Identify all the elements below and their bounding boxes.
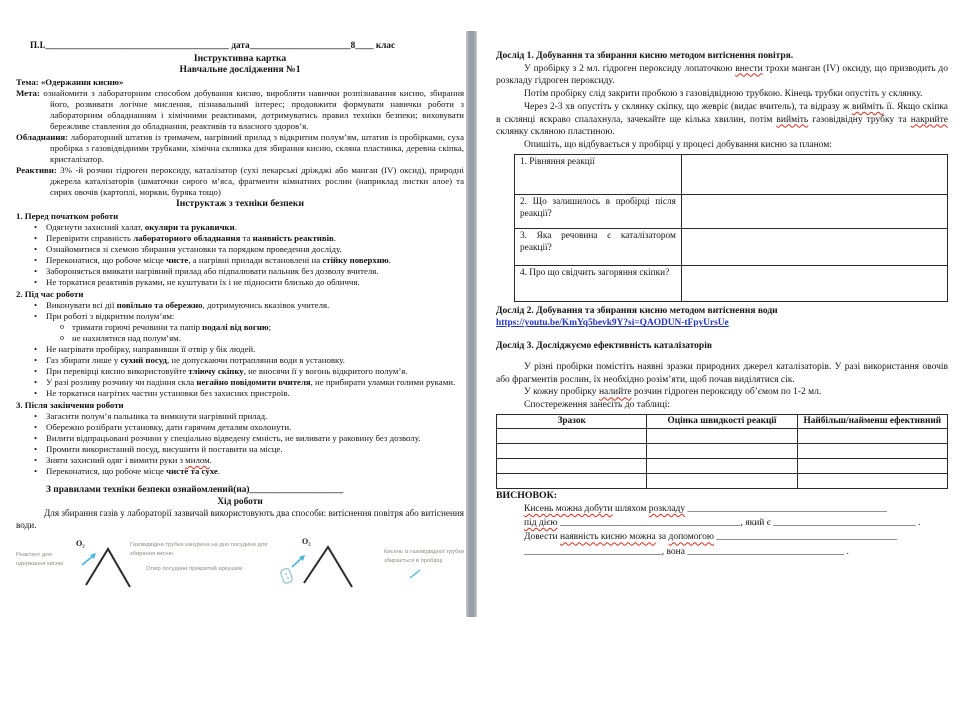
meta-label: Мета:	[16, 88, 40, 99]
cover-label: Отвір посудини прикритий аркушем	[146, 566, 243, 573]
table-row	[515, 154, 948, 194]
safety-before-list	[16, 222, 464, 288]
list-item: • Забороняється вмикати нагрівний прилад або підпалювати пальник без дозволу вчителя.	[46, 266, 464, 277]
blank-cell[interactable]	[647, 458, 797, 473]
blank-cell[interactable]	[647, 428, 797, 443]
reagents-label: Реактиви:	[16, 165, 57, 176]
answer-blank-cell[interactable]	[681, 194, 947, 228]
left-page	[16, 40, 464, 609]
study-title: Навчальне дослідження №1	[179, 64, 301, 76]
answer-blank-cell[interactable]	[681, 154, 947, 194]
name-date-class-line: П.І.________________________________________ дата______________________8____ клас	[30, 40, 396, 50]
blank-cell[interactable]	[497, 458, 647, 473]
video-link-line	[496, 317, 948, 330]
column-header: Оцінка швидкості реакції	[647, 414, 797, 428]
o2-label: O₂	[76, 539, 85, 549]
work-intro: Для збирання газів у лабораторії зазвичай використовують два способи: витіснення повітря або витіснення води.	[16, 508, 464, 530]
list-item: o тримати горючі речовини та папір подалі від вогню;	[72, 322, 464, 333]
list-item: • Перевірити справність лабораторного обладнання та наявність реактивів.	[46, 233, 464, 244]
observation-plan-table	[514, 154, 948, 302]
list-item: • Вилити відпрацьовані розчини у спеціально відведену ємність, не виливати у раковину без дозволу.	[46, 433, 464, 444]
experiment3-step: У різні пробірки помістіть наявні зразки природних джерел каталізаторів. У разі використання овочів або фрагментів рослин, їх необхідно розім’яти, щоб почав виділятися сік.	[496, 361, 948, 385]
list-item: • Не торкатися реактивів руками, не куштувати їх і не підносити близько до обличчя.	[46, 277, 464, 288]
list-item: • Загасити полум’я пальника та вимкнути нагрівний прилад.	[46, 411, 464, 422]
conclusion-line: Довести наявність кисню можна за допомогою ______________________________________	[524, 532, 897, 543]
blank-cell[interactable]	[797, 458, 947, 473]
observations-table	[496, 414, 948, 489]
work-procedure-title: Хід роботи	[217, 496, 263, 507]
gas-tube-diagram-air	[72, 543, 134, 589]
list-item: • Одягнути захисний халат, окуляри та рукавички.	[46, 222, 464, 233]
table-row	[497, 428, 948, 443]
list-item: • Обережно розібрати установку, дати гарячим деталям охолонути.	[46, 422, 464, 433]
blank-cell[interactable]	[497, 428, 647, 443]
list-item: o не нахилятися над полум’ям.	[72, 333, 464, 344]
reagents-text: 3% -й розчин гідроген пероксиду, каталізатор (сухі пекарські дріжджі або манган (IV) оксид), природні джерела каталізаторів (шматочки сирого м’яса, фрагменти кімнатних рослин (наприклад листки алое) та сирих овочів (картоплі, моркви, буряка тощо)	[50, 165, 464, 198]
blank-cell[interactable]	[797, 443, 947, 458]
meta-paragraph	[16, 88, 464, 132]
page-divider-bar	[466, 31, 477, 617]
conclusion-line: _____________________________, вона _________________________________ .	[524, 546, 849, 557]
pointer-line-icon	[408, 569, 422, 579]
tema-line: Тема: «Одержання кисню»	[16, 77, 124, 88]
experiment1-title: Дослід 1. Добування та збирання кисню методом витіснення повітря.	[496, 51, 794, 61]
list-item: • Промити використаний посуд, висушити й поставити на місце.	[46, 444, 464, 455]
list-item: • Не торкатися нагрітих частин установки без захисних пристроїв.	[46, 388, 464, 399]
collect-label: Кисень із газовідвідної трубки збирається в пробірці	[384, 549, 465, 564]
conclusion-line: під дією ______________________________________, який є ______________________________ .	[524, 518, 921, 529]
blank-cell[interactable]	[797, 428, 947, 443]
list-item: • Зняти захисний одяг і вимити руки з милом.	[46, 455, 464, 466]
experiment1-step: Потім пробірку слід закрити пробкою з газовідвідною трубкою. Кінець трубки опустіть у склянку.	[524, 89, 923, 100]
answer-blank-cell[interactable]	[681, 228, 947, 265]
safety-during-title: 2. Під час роботи	[16, 289, 84, 300]
column-header: Зразок	[497, 414, 647, 428]
plan-question-cell: 4. Про що свідчить загоряння скіпки?	[515, 265, 682, 301]
conclusion-line: Кисень можна добути шляхом розкладу __________________________________________	[524, 503, 888, 514]
safety-before-title: 1. Перед початком роботи	[16, 211, 119, 222]
list-item: • Виконувати всі дії повільно та обережно, дотримуючись вказівок учителя.	[46, 300, 464, 311]
youtube-link[interactable]: https://youtu.be/KmYq5bevk9Y?si=QAODUN-tFpyUrsUe	[496, 318, 729, 329]
table-row	[515, 194, 948, 228]
safety-after-title: 3. Після закінчення роботи	[16, 400, 124, 411]
open-flame-sublist	[46, 322, 464, 344]
table-row	[497, 473, 948, 488]
gas-tube-diagram-water	[278, 541, 358, 589]
gas-collection-diagrams	[16, 539, 464, 609]
blank-cell[interactable]	[647, 443, 797, 458]
plan-question-cell: 2. Що залишилось в пробірці після реакції?	[515, 194, 682, 228]
blank-cell[interactable]	[497, 443, 647, 458]
table-row	[515, 228, 948, 265]
experiment2-title: Дослід 2. Добування та збирання кисню методом витіснення води	[496, 305, 778, 316]
experiment3-step: У кожну пробірку налийте розчин гідроген пероксиду об’ємом по 1-2 мл.	[524, 387, 822, 398]
table-row	[515, 265, 948, 301]
blank-cell[interactable]	[797, 473, 947, 488]
observation-plan-intro: Опишіть, що відбувається у пробірці у процесі добування кисню за планом:	[524, 140, 832, 151]
list-item: • Переконатися, що робоче місце чисте, а нагрівні прилади встановлені на стійку поверхню.	[46, 255, 464, 266]
list-item: • Не нагрівати пробірку, направивши її отвір у бік людей.	[46, 344, 464, 355]
list-item: • При роботі з відкритим полум’ям: o тримати горючі речовини та папір подалі від вогню; o не нахилятися над полум’ям.	[46, 311, 464, 344]
experiment1-step: Через 2-3 хв опустіть у склянку скіпку, що жевріє (видає вчитель), та відразу ж вийміть її. Якщо скіпка в склянці яскраво спалахнула, зачекайте ще кілька хвилин, потім вийміть газовідвідну трубку та накрийте склянку скляною пластиною.	[496, 101, 948, 138]
plan-question-cell: 3. Яка речовина є каталізатором реакції?	[515, 228, 682, 265]
list-item: • Газ збирати лише у сухий посуд, не допускаючи потрапляння води в установку.	[46, 355, 464, 366]
blank-cell[interactable]	[647, 473, 797, 488]
blank-cell[interactable]	[497, 473, 647, 488]
right-page	[496, 50, 948, 559]
meta-text: ознайомити з лабораторним способом добування кисню, виробляти навички розпізнавання кисню, збирання його, розвивати логічне мислення, пізнавальний інтерес; продовжити формувати навички роботи з лабораторним обладнанням і хімічними реактивами, дотримуватись правил техніки безпеки; виховувати бережливе ставлення до обладнання, реактивів та власного здоров’я.	[43, 88, 464, 132]
table-row	[497, 443, 948, 458]
plan-question-cell: 1. Рівняння реакції	[515, 154, 682, 194]
observations-table-intro: Спостереження занесіть до таблиці:	[524, 400, 670, 411]
tube-bottom-label: Газовідвідна трубка занурена на дно посудини для збирання кисню	[130, 542, 268, 557]
list-item: • При перевірці кисню використовуйте тліючу скіпку, не вносячи її у вогонь відкритого полум’я.	[46, 366, 464, 377]
table-header-row	[497, 414, 948, 428]
list-item: • Ознайомитися зі схемою збирання установки та порядком проведення досліду.	[46, 244, 464, 255]
equipment-label: Обладнання:	[16, 132, 69, 143]
equipment-text: лабораторний штатив із тримачем, нагрівний прилад з відкритим полум’ям, штатив із пробірками, суха пробірка з газовідвідними трубками, хімічна склянка для збирання кисню, скляна пластинка, деревна скіпка, кристалізатор.	[50, 132, 464, 165]
safety-title: Інструктаж з техніки безпеки	[176, 198, 304, 210]
list-item: • Переконатися, що робоче місце чисте та сухе.	[46, 466, 464, 477]
answer-blank-cell[interactable]	[681, 265, 947, 301]
equipment-paragraph	[16, 132, 464, 165]
experiment1-step: У пробірку з 2 мл. гідроген пероксиду лопаточкою внести трохи манган (IV) оксиду, що призводить до розкладу гідроген пероксиду.	[496, 63, 948, 87]
acknowledgement-line: З правилами техніки безпеки ознайомлений(на)____________________	[46, 484, 344, 495]
o2-label: O₂	[302, 537, 311, 547]
experiment3-title: Дослід 3. Досліджуємо ефективність каталізаторів	[496, 341, 712, 352]
card-title: Інструктивна картка	[193, 52, 287, 64]
table-row	[497, 458, 948, 473]
safety-during-list	[16, 300, 464, 399]
list-item: • У разі розливу розчину чи падіння скла негайно повідомити вчителя, не прибирати уламки голими руками.	[46, 377, 464, 388]
reactant-label: Реактант для одержання кисню	[16, 552, 64, 567]
conclusion-title: ВИСНОВОК:	[496, 489, 557, 501]
reagents-paragraph	[16, 165, 464, 198]
column-header: Найбільш/найменш ефективний	[797, 414, 947, 428]
safety-after-list	[16, 411, 464, 477]
